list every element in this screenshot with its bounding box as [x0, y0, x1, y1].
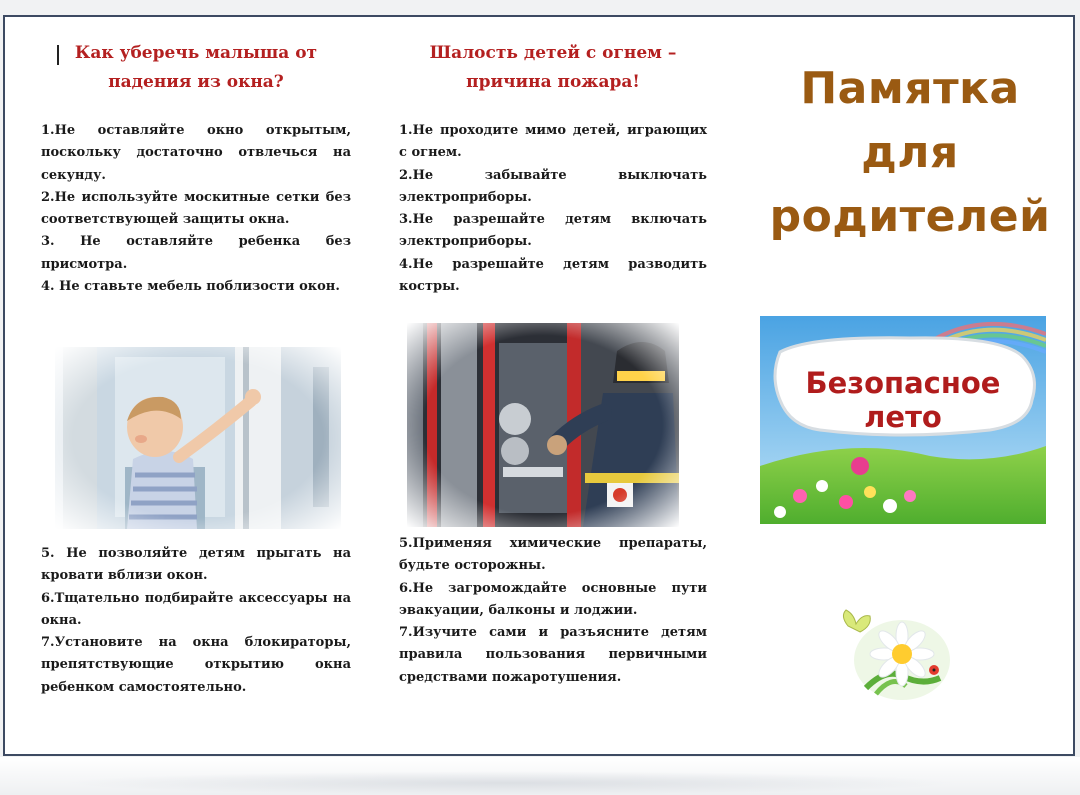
child-window-photo — [55, 347, 341, 529]
title-line3: родителей — [769, 191, 1051, 242]
middle-heading — [399, 39, 707, 97]
list-item: 5. Не позволяйте детям прыгать на кровати вблизи окон. — [41, 546, 351, 584]
brochure-title — [745, 57, 1075, 249]
badge-line2: лето — [864, 400, 942, 434]
title-line2: для — [861, 127, 959, 178]
middle-tips-bottom — [399, 533, 707, 689]
list-item: 7.Изучите сами и разъясните детям правила пользования первичными средствами пожаротушения. — [399, 625, 707, 685]
left-heading-line1: Как уберечь малыша от — [74, 43, 318, 63]
list-item: 7.Установите на окна блокираторы, препятствующие открытию окна ребенком самостоятельно. — [41, 635, 351, 695]
firefighter-photo — [407, 323, 679, 527]
badge-text — [760, 366, 1046, 434]
bottom-shadow — [0, 757, 1080, 795]
chamomile-butterfly-image — [836, 608, 960, 708]
summer-meadow-image — [760, 316, 1046, 524]
list-item: 5.Применяя химические препараты, будьте осторожны. — [399, 536, 707, 574]
list-item: 1.Не проходите мимо детей, играющих с огнем. — [399, 123, 707, 161]
left-heading-line2: падения из окна? — [108, 72, 284, 92]
list-item: 6.Не загромождайте основные пути эвакуации, балконы и лоджии. — [399, 580, 707, 618]
title-line1: Памятка — [800, 63, 1020, 114]
list-item: 6.Тщательно подбирайте аксессуары на окна. — [41, 590, 351, 628]
left-tips-bottom — [41, 543, 351, 699]
middle-heading-line2: причина пожара! — [466, 72, 640, 92]
list-item: 3. Не оставляйте ребенка без присмотра. — [41, 234, 351, 272]
left-tips-top — [41, 120, 351, 298]
middle-tips-top — [399, 120, 707, 298]
badge-line1: Безопасное — [805, 366, 1001, 400]
list-item: 1.Не оставляйте окно открытым, поскольку достаточно отвлечься на секунду. — [41, 123, 351, 183]
list-item: 4. Не ставьте мебель поблизости окон. — [41, 279, 340, 295]
middle-heading-line1: Шалость детей с огнем – — [429, 43, 677, 63]
list-item: 4.Не разрешайте детям разводить костры. — [399, 256, 707, 295]
list-item: 3.Не разрешайте детям включать электроприборы. — [399, 212, 707, 250]
list-item: 2.Не забывайте выключать электроприборы. — [399, 167, 707, 205]
left-heading — [41, 39, 351, 97]
list-item: 2.Не используйте москитные сетки без соответствующей защиты окна. — [41, 189, 351, 228]
